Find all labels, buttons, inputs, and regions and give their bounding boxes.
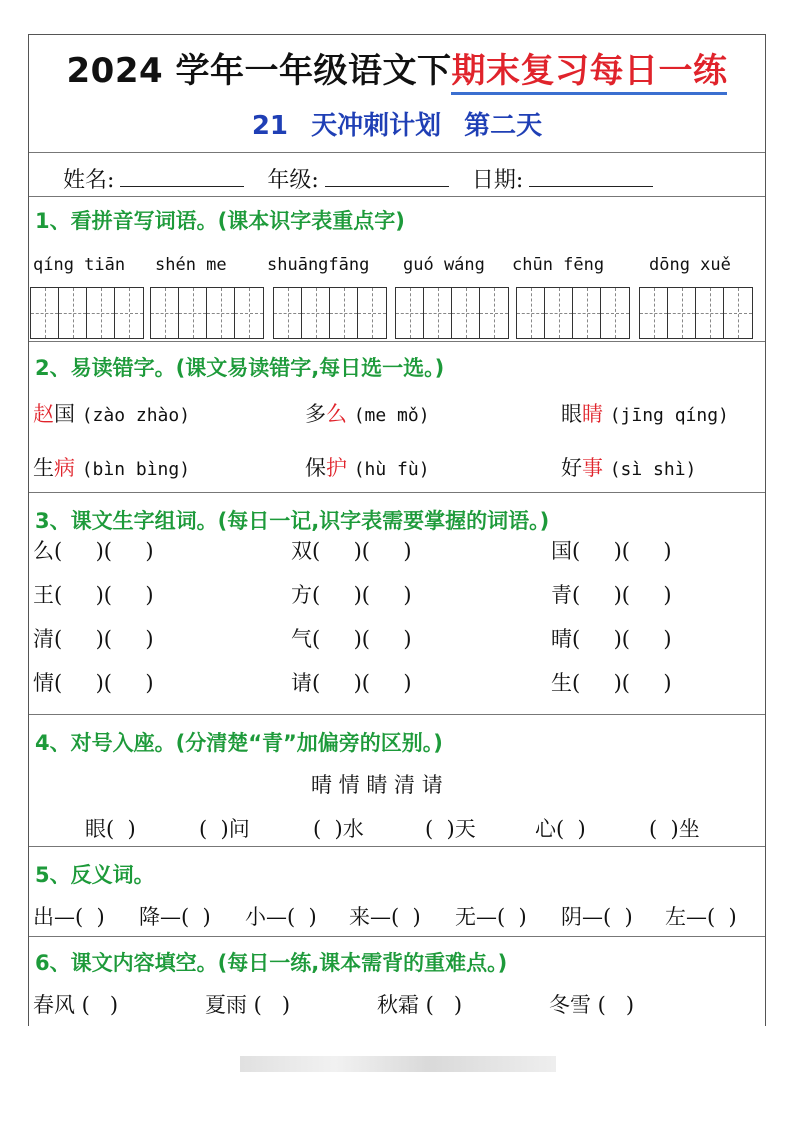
pinyin-label: shén me — [155, 255, 227, 275]
fill-item[interactable]: 心( ) — [535, 817, 586, 841]
word-group-char: 青 — [551, 583, 572, 607]
misread-item: 赵国 (zào zhào) — [33, 402, 191, 426]
word-group-item[interactable] — [291, 667, 412, 697]
section-6-heading: 6、课文内容填空。(每日一练,课本需背的重难点。) — [35, 951, 508, 975]
word-group-blanks[interactable]: ( )( ) — [572, 539, 672, 563]
word-group-item[interactable] — [291, 623, 412, 653]
section-2-heading: 2、易读错字。(课文易读错字,每日选一选。) — [35, 356, 445, 380]
pinyin-label: shuāngfāng — [267, 255, 370, 275]
misread-item: 生病 (bìn bìng) — [33, 456, 191, 480]
word-group-item[interactable] — [551, 667, 672, 697]
date-label: 日期: — [471, 168, 524, 193]
page-subtitle: 21 天冲刺计划 第二天 — [251, 111, 543, 141]
word-group-char: 方 — [291, 583, 312, 607]
fill-item[interactable]: ( )天 — [425, 817, 476, 841]
word-group-char: 国 — [551, 539, 572, 563]
misread-item: 多么 (me mǒ) — [305, 402, 430, 426]
misread-item: 好事 (sì shì) — [561, 456, 697, 480]
antonym-item[interactable]: 无—( ) — [455, 905, 527, 929]
poem-fill-item[interactable]: 秋霜 ( ) — [377, 993, 463, 1017]
title-red: 期末复习每日一练 — [451, 51, 727, 95]
writing-grid[interactable] — [395, 287, 509, 339]
antonym-item[interactable]: 左—( ) — [665, 905, 737, 929]
name-field[interactable] — [120, 166, 244, 187]
word-group-item[interactable] — [551, 623, 672, 653]
word-group-char: 气 — [291, 627, 312, 651]
antonym-item[interactable]: 小—( ) — [245, 905, 317, 929]
title-block — [29, 35, 765, 153]
writing-grid[interactable] — [30, 287, 144, 339]
misread-item: 保护 (hù fù) — [305, 456, 430, 480]
word-group-item[interactable] — [33, 667, 154, 697]
section-1 — [29, 197, 765, 342]
word-group-blanks[interactable]: ( )( ) — [572, 671, 672, 695]
section-1-heading: 1、看拼音写词语。(课本识字表重点字) — [35, 209, 405, 233]
word-group-item[interactable] — [33, 623, 154, 653]
info-row — [29, 153, 765, 197]
antonym-item[interactable]: 降—( ) — [139, 905, 211, 929]
writing-grid[interactable] — [273, 287, 387, 339]
misread-item: 眼睛 (jīng qíng) — [561, 402, 729, 426]
word-group-char: 双 — [291, 539, 312, 563]
grade-label: 年级: — [267, 168, 319, 193]
word-group-blanks[interactable]: ( )( ) — [54, 539, 154, 563]
word-group-char: 情 — [33, 671, 54, 695]
antonym-item[interactable]: 出—( ) — [33, 905, 105, 929]
pinyin-label: dōng xuě — [649, 255, 731, 275]
antonym-item[interactable]: 阴—( ) — [561, 905, 633, 929]
word-group-item[interactable] — [551, 535, 672, 565]
poem-fill-item[interactable]: 春风 ( ) — [33, 993, 119, 1017]
word-group-blanks[interactable]: ( )( ) — [312, 671, 412, 695]
word-group-blanks[interactable]: ( )( ) — [312, 627, 412, 651]
poem-fill-item[interactable]: 夏雨 ( ) — [205, 993, 291, 1017]
page-title — [29, 43, 765, 92]
writing-grid[interactable] — [639, 287, 753, 339]
poem-fill-item[interactable]: 冬雪 ( ) — [549, 993, 635, 1017]
character-options: 晴 情 睛 清 请 — [311, 773, 443, 797]
word-group-item[interactable] — [551, 579, 672, 609]
fill-item[interactable]: 眼( ) — [85, 817, 136, 841]
blurred-footer — [240, 1056, 556, 1072]
writing-grid[interactable] — [516, 287, 630, 339]
word-group-blanks[interactable]: ( )( ) — [54, 671, 154, 695]
worksheet — [28, 34, 766, 1026]
word-group-item[interactable] — [291, 535, 412, 565]
fill-item[interactable]: ( )坐 — [649, 817, 700, 841]
section-5 — [29, 847, 765, 937]
antonym-item[interactable]: 来—( ) — [349, 905, 421, 929]
section-6 — [29, 937, 765, 1027]
pinyin-label: guó wáng — [403, 255, 485, 275]
word-group-char: 请 — [291, 671, 312, 695]
word-group-item[interactable] — [33, 579, 154, 609]
section-3 — [29, 493, 765, 715]
word-group-char: 王 — [33, 583, 54, 607]
section-5-heading: 5、反义词。 — [35, 863, 155, 887]
word-group-item[interactable] — [291, 579, 412, 609]
word-group-blanks[interactable]: ( )( ) — [312, 539, 412, 563]
section-2 — [29, 342, 765, 493]
word-group-item[interactable] — [33, 535, 154, 565]
word-group-blanks[interactable]: ( )( ) — [54, 583, 154, 607]
word-group-blanks[interactable]: ( )( ) — [312, 583, 412, 607]
title-black: 2024 学年一年级语文下 — [66, 51, 452, 91]
word-group-char: 晴 — [551, 627, 572, 651]
pinyin-label: qíng tiān — [33, 255, 126, 275]
section-3-heading: 3、课文生字组词。(每日一记,识字表需要掌握的词语。) — [35, 509, 550, 533]
word-group-blanks[interactable]: ( )( ) — [572, 583, 672, 607]
grade-field[interactable] — [325, 166, 449, 187]
fill-item[interactable]: ( )水 — [313, 817, 364, 841]
word-group-char: 生 — [551, 671, 572, 695]
section-4 — [29, 715, 765, 847]
word-group-char: 么 — [33, 539, 54, 563]
section-4-heading: 4、对号入座。(分清楚“青”加偏旁的区别。) — [35, 731, 443, 755]
word-group-blanks[interactable]: ( )( ) — [54, 627, 154, 651]
name-label: 姓名: — [63, 168, 115, 193]
word-group-char: 清 — [33, 627, 54, 651]
date-field[interactable] — [529, 166, 653, 187]
pinyin-label: chūn fēng — [512, 255, 605, 275]
fill-item[interactable]: ( )问 — [199, 817, 250, 841]
word-group-blanks[interactable]: ( )( ) — [572, 627, 672, 651]
writing-grid[interactable] — [150, 287, 264, 339]
